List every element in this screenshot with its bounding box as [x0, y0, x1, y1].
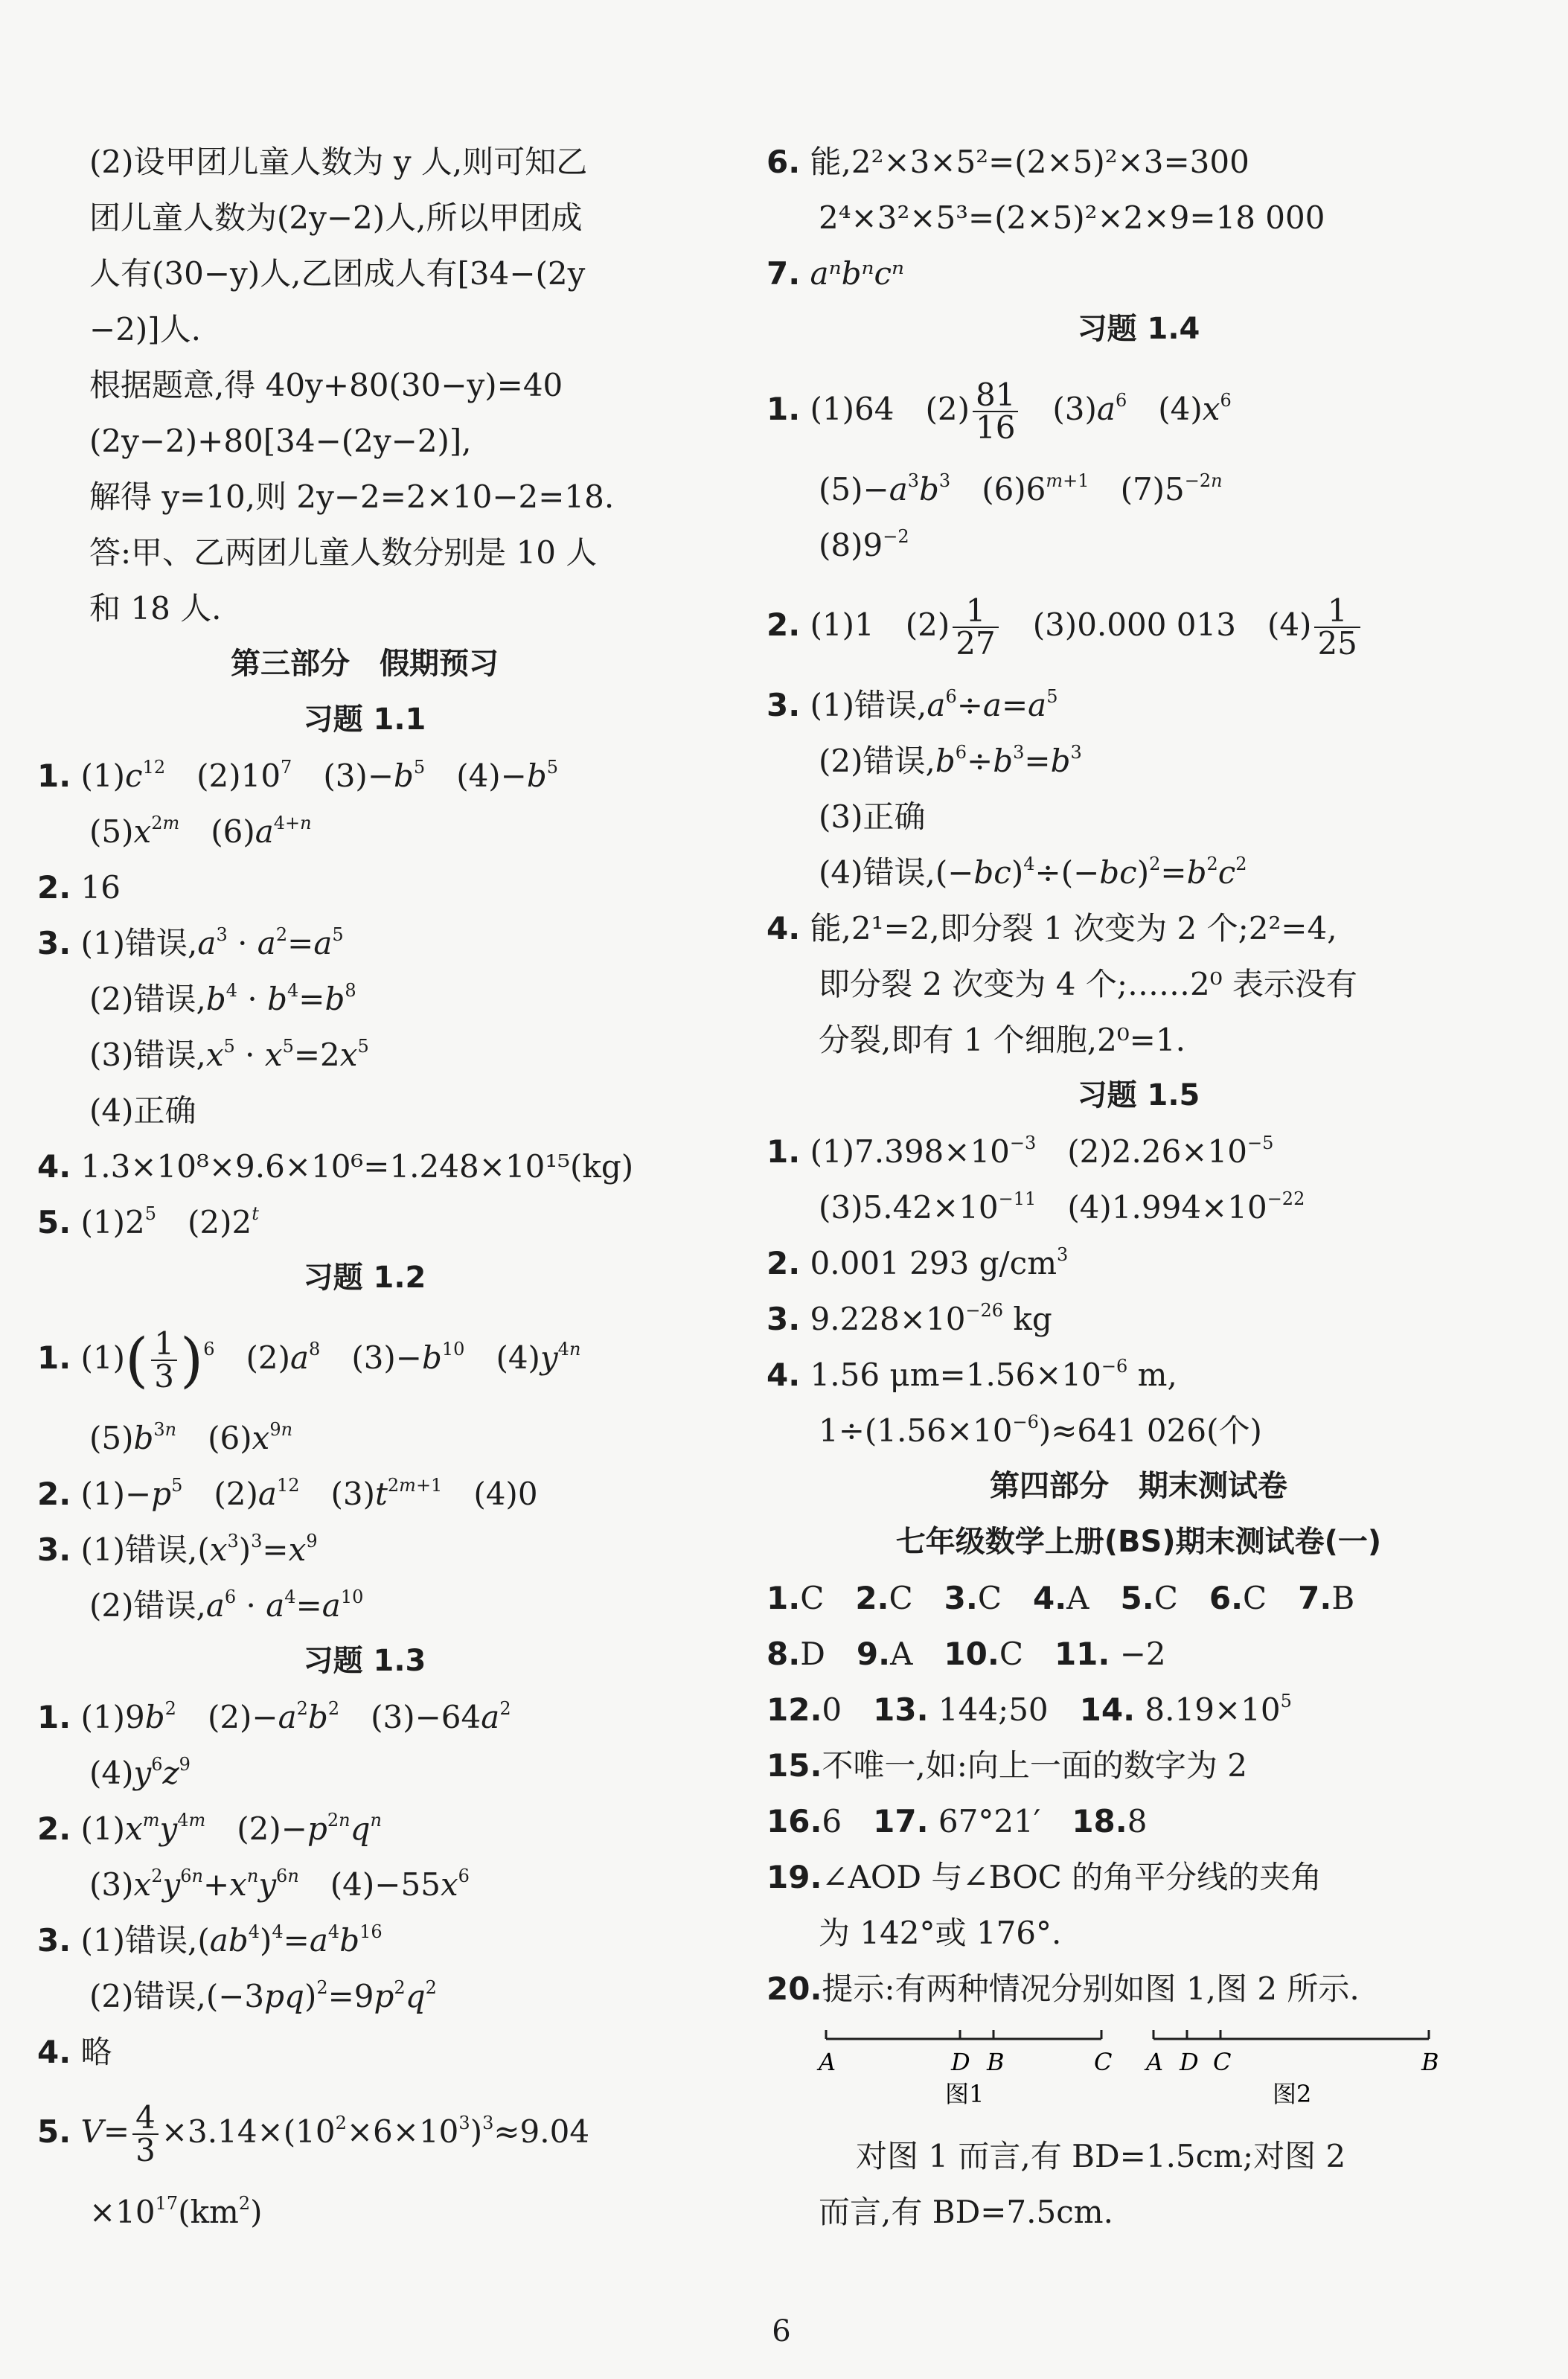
exercise-heading: 习题 1.5	[1077, 1078, 1200, 1112]
text-line: 人有(30−y)人,乙团成人有[34−(2y	[89, 255, 586, 292]
figure-2-caption: 图2	[1273, 2080, 1312, 2108]
answer-value: 提示:有两种情况分别如图 1,图 2 所示.	[822, 1970, 1360, 2007]
point-label-a: A	[819, 2048, 836, 2076]
point-label-d: D	[951, 2048, 970, 2076]
answer-value: 能,2²×3×5²=(2×5)²×3=300	[810, 144, 1249, 180]
answer-line: $(3)x^2y^{6n}+x^ny^{6n}$ $(4)-55x^6$	[89, 1866, 470, 1903]
figure-2	[1144, 2030, 1439, 2108]
answer-line: 4. 1.56 $\mu m=1.56\times 10^{-6}$ m,	[767, 1356, 1177, 1393]
answer-value: ∠AOD 与∠BOC 的角平分线的夹角	[822, 1859, 1322, 1895]
answer-value: 略	[80, 2034, 112, 2070]
answer-line: 19.∠AOD 与∠BOC 的角平分线的夹角	[767, 1859, 1322, 1895]
answer-line: 1. $(1)9b^2$ $(2)-a^2b^2$ $(3)-64a^2$	[37, 1698, 511, 1735]
answer-line: 1. $(1)7.398\times 10^{-3}$ $(2)2.26\times 10^{-5}$	[767, 1133, 1274, 1170]
answer-line: 分裂,即有 1 个细胞,2⁰=1.	[819, 1022, 1185, 1058]
answer-line: 3. (1)错误$,a^6\div a=a^5$	[767, 686, 1058, 723]
answer-line: 2. 16	[37, 869, 121, 906]
exam-title: 七年级数学上册(BS)期末测试卷(一)	[895, 1525, 1382, 1559]
figure-1	[816, 2030, 1112, 2108]
exercise-heading: 习题 1.2	[303, 1261, 426, 1295]
answer-line: (2)错误$,a^6 \cdot a^4=a^{10}$	[89, 1586, 364, 1624]
answer-line: 为 142°或 176°.	[819, 1915, 1062, 1951]
answer-line: 4. 能,2¹=2,即分裂 1 次变为 2 个;2²=4,	[767, 910, 1337, 947]
answer-line: 5. V= $\frac{4}{3}$ $\times 3.14\times(10^2\times 6\times 10^3)^3\approx 9.04$	[37, 2099, 590, 2168]
section-heading: 第四部分 期末测试卷	[990, 1469, 1287, 1503]
point-label-c: C	[1213, 2048, 1232, 2076]
answer-line: 3. (1)错误$,(x^3)^3=x^9$	[37, 1531, 318, 1568]
answer-line: 7. aⁿbⁿcⁿ	[767, 255, 905, 292]
point-label-b: B	[1421, 2048, 1439, 2076]
answer-line: (2)错误$,(-3pq)^2=9p^2q^2$	[89, 1977, 437, 2014]
answer-line: 16.6 17. 67°21′ 18.8	[767, 1803, 1148, 1840]
text-line: 根据题意,得 40y+80(30−y)=40	[89, 367, 563, 403]
answer-line: $1\div(1.56\times 10^{-6})\approx 641$ 026(个)	[819, 1412, 1262, 1449]
exercise-heading: 习题 1.4	[1077, 312, 1200, 346]
answer-line: 对图 1 而言,有 BD=1.5cm;对图 2	[856, 2138, 1346, 2174]
answer-line: 1. $(1)c^{12}$ $(2)10^7$ $(3)-b^5$ $(4)-b^5$	[37, 757, 559, 794]
figure-1-caption: 图1	[945, 2080, 985, 2108]
answer-line: (4)错误$,(-bc)^4\div(-bc)^2=b^2c^2$	[819, 854, 1247, 891]
right-column	[767, 134, 1511, 2240]
point-label-a: A	[1146, 2048, 1164, 2076]
answer-line: 2. 0.001 293 $g/cm^3$	[767, 1244, 1069, 1281]
answer-line: (4)正确	[89, 1092, 196, 1129]
answer-line: (3)正确	[819, 798, 926, 835]
point-label-d: D	[1180, 2048, 1199, 2076]
exercise-heading: 习题 1.1	[303, 702, 426, 737]
text-line: 团儿童人数为(2y−2)人,所以甲团成	[89, 199, 583, 236]
text-line: (2y−2)+80[34−(2y−2)],	[89, 423, 472, 459]
text-line: 答:甲、乙两团儿童人数分别是 10 人	[89, 534, 598, 571]
answer-value: 不唯一,如:向上一面的数字为 2	[822, 1747, 1247, 1784]
answer-line: 15.不唯一,如:向上一面的数字为 2	[767, 1747, 1247, 1784]
answer-line: $(4)y^6z^9$	[89, 1754, 191, 1791]
answer-line: 2⁴×3²×5³=(2×5)²×2×9=18 000	[819, 199, 1325, 236]
answer-line: 5. $(1)2^5$ (2)2$^t$	[37, 1203, 259, 1240]
segment-figure	[811, 2009, 1451, 2121]
answer-line: $(5)b^{3n}$ $(6)x^{9n}$	[89, 1419, 293, 1456]
answer-line: 12.0 13. 144;50 14. $8.19\times 10^5$	[767, 1691, 1292, 1728]
answer-line: (2)错误$,b^6\div b^3=b^3$	[819, 742, 1082, 779]
page-number: 6	[772, 2314, 791, 2348]
answer-line: 即分裂 2 次变为 4 个;……2⁰ 表示没有	[819, 966, 1357, 1002]
left-column	[37, 134, 692, 2240]
point-label-b: B	[987, 2048, 1005, 2076]
answer-line: 4. 1.3×10⁸×9.6×10⁶=1.248×10¹⁵(kg)	[37, 1148, 634, 1185]
text-line: 和 18 人.	[89, 590, 222, 627]
answer-line: $(5)x^{2m}$ $(6)a^{4+n}$	[89, 813, 312, 850]
answer-value: 1.3×10⁸×9.6×10⁶=1.248×10¹⁵(kg)	[80, 1148, 634, 1185]
answer-line: 而言,有 BD=7.5cm.	[819, 2194, 1113, 2230]
answer-value: aⁿbⁿcⁿ	[810, 255, 905, 292]
answer-line: 6. 能,2²×3×5²=(2×5)²×3=300	[767, 144, 1249, 180]
answer-line: $(5)-a^3b^3$ $(6)6^{m+1}$ $(7)5^{-2n}$	[819, 470, 1223, 508]
answer-line: 3. $9.228\times 10^{-26}$ kg	[767, 1300, 1052, 1337]
answer-line: 8.D 9.A 10.C 11. −2	[767, 1636, 1166, 1672]
answer-line: 4. 略	[37, 2034, 112, 2070]
answer-line: 2. (1)1 (2) $\frac{1}{27}$ (3)0.000 013 (4) $\frac{1}{25}$	[767, 573, 1511, 677]
section-heading: 第三部分 假期预习	[231, 647, 499, 681]
answer-line: 3. (1)错误$,a^3 \cdot a^2=a^5$	[37, 924, 344, 961]
answer-line: (3)错误$,x^5 \cdot x^5=2x^5$	[89, 1036, 369, 1073]
point-label-c: C	[1094, 2048, 1113, 2076]
answer-line: 1. (1)( $\frac{1}{3}$ )$^6$ $(2)a^8$ $(3)-b^{10}$ $(4)y^{4n}$	[37, 1325, 581, 1395]
answer-value: 16	[80, 869, 121, 906]
answer-line: 1. (1)64 (2) $\frac{81}{16}$ $(3)a^6$ $(4)x^6$	[767, 377, 1232, 446]
answer-line: $(8)9^{-2}$	[819, 526, 909, 563]
answer-line: 1.C 2.C 3.C 4.A 5.C 6.C 7.B	[767, 1580, 1355, 1616]
text-line: 解得 y=10,则 2y−2=2×10−2=18.	[89, 478, 615, 515]
answer-line: $\times 10^{17}(km^2)$	[89, 2193, 263, 2230]
answer-line: (2)错误$,b^4 \cdot b^4=b^8$	[89, 980, 356, 1017]
answer-line: 3. (1)错误$,(ab^4)^4=a^4b^{16}$	[37, 1921, 383, 1959]
answer-line: 2. $(1)x^my^{4m}$ $(2)-p^{2n}q^n$	[37, 1810, 382, 1847]
exercise-heading: 习题 1.3	[303, 1644, 426, 1678]
answer-line: 20.提示:有两种情况分别如图 1,图 2 所示.	[767, 1970, 1360, 2007]
text-line: (2)设甲团儿童人数为 y 人,则可知乙	[89, 144, 588, 180]
text-line: −2)]人.	[89, 311, 202, 348]
answer-value: 能,2¹=2,即分裂 1 次变为 2 个;2²=4,	[810, 910, 1337, 947]
answer-line: 2. $(1)-p^5$ $(2)a^{12}$ $(3)t^{2m+1}$ (4)0	[37, 1475, 538, 1512]
answer-line: $(3)5.42\times 10^{-11}$ $(4)1.994\times 10^{-22}$	[819, 1188, 1305, 1226]
